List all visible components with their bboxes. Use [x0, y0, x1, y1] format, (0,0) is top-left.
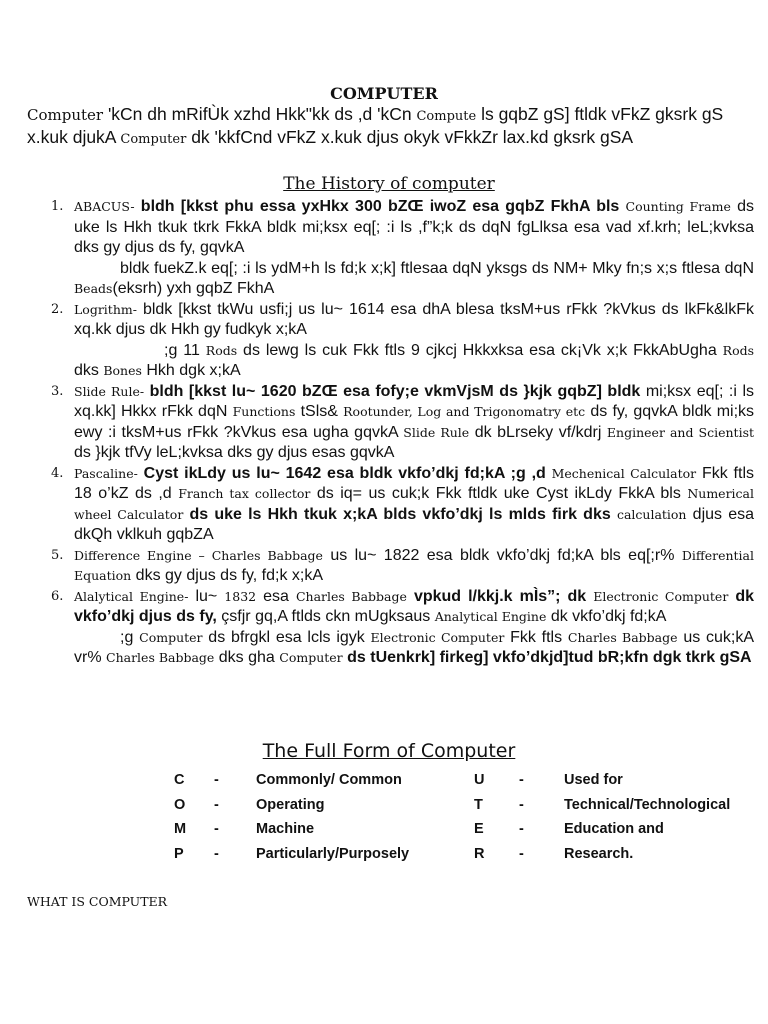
history-item-number: 3. [51, 383, 64, 399]
history-text: dks gy djus ds fy, fd;k x;kA [131, 567, 324, 584]
history-text: ds tUenkrk] firkeg] vkfo’dkjd]tud bR;kfn dgk tkrk gSA [342, 649, 752, 666]
fullform-row [0, 772, 768, 796]
what-is-computer-heading: WHAT IS COMPUTER [27, 894, 168, 909]
english-term: Computer [139, 629, 203, 645]
fullform-word: Operating [256, 796, 325, 813]
fullform-dash: - [214, 821, 219, 837]
history-list [0, 197, 768, 669]
history-item [0, 300, 768, 382]
fullform-row [0, 797, 768, 821]
fullform-letter: R [474, 845, 485, 862]
english-term: Analytical Engine [434, 609, 547, 624]
english-term: Charles Babbage [295, 588, 407, 604]
history-text: ds iq= us cuk;k Fkk ftldk uke Cyst ikLdy FkkA bls [310, 485, 688, 502]
fullform-letter: C [174, 772, 185, 788]
english-term: Charles Babbage [567, 629, 678, 645]
history-item [0, 546, 768, 587]
intro-term-computer: Computer [27, 106, 104, 124]
history-text: ds uke ls Hkh tkuk tkrk FkkA bldk mi;ksx eq[; :i ls ,f”k;k ds dqN fgLlksa esa vad xf.krh; leL;kvksa dks gy djus ds fy, gqvkA [74, 198, 755, 256]
fullform-dash: - [214, 845, 219, 862]
fullform-heading: The Full Form of Computer [262, 740, 516, 762]
history-text: Fkk ftls 18 o’kZ ds ,d [74, 464, 754, 502]
history-text: (eksrh) yxh gqbZ FkhA [112, 280, 275, 297]
history-item-paragraph [74, 300, 754, 341]
fullform-word: Particularly/Purposely [256, 845, 410, 862]
english-term: Electronic Computer [370, 629, 505, 645]
history-text: dk bLrseky vf/kdrj [469, 423, 607, 441]
english-term: Difference Engine – Charles Babbage [74, 547, 323, 563]
history-text: Fkk ftls [504, 628, 568, 646]
history-text: dk vkfo’dkj fd;kA [546, 608, 667, 625]
english-term: Slide Rule- [74, 383, 145, 399]
english-term: Franch tax collector [178, 486, 311, 501]
fullform-word: Education and [564, 821, 664, 837]
history-item-paragraph [74, 587, 754, 628]
fullform-word: Machine [256, 821, 315, 837]
history-item-number: 5. [51, 547, 64, 563]
history-item-paragraph [74, 382, 754, 464]
history-item [0, 197, 768, 300]
fullform-word: Used for [564, 772, 623, 788]
history-text: ;g 11 [164, 341, 206, 359]
history-text: ds uke ls Hkh tkuk x;kA blds vkfo’dkj ls mlds firk dks [183, 505, 617, 523]
english-term: Rootunder, Log and Trigonomatry etc [343, 404, 586, 419]
fullform-letter: P [174, 845, 184, 862]
english-term: Logrithm- [74, 301, 137, 317]
history-text: ds }kjk tfVy leL;kvksa dks gy djus esas gqvkA [74, 444, 395, 461]
english-term: Charles Babbage [106, 650, 215, 665]
english-term: Computer [279, 650, 343, 665]
history-item-paragraph [74, 546, 754, 587]
intro-text: 'kCn dh mRifÙk xzhd Hkk"kk ds ,d 'kCn [103, 104, 417, 124]
history-text: mi;ksx eq[; :i ls xq.kk] Hkkx rFkk dqN [74, 382, 755, 420]
history-text: us cuk;kA vr% [74, 628, 755, 666]
english-term: Electronic Computer [593, 588, 729, 604]
fullform-row [0, 821, 768, 845]
intro-term-computer: Computer [120, 132, 187, 147]
history-text: bldh [kkst lu~ 1620 bZŒ esa fofy;e vkmVjsM ds }kjk gqbZ] bldk [144, 382, 641, 400]
history-text: Hkh dgk x;kA [141, 362, 241, 379]
history-text: esa [256, 587, 296, 605]
fullform-dash: - [519, 821, 524, 837]
history-text: ds bfrgkl esa lcls igyk [202, 628, 371, 646]
english-term: Alalytical Engine- [74, 588, 189, 604]
english-term: Counting Frame [625, 199, 731, 214]
history-item-number: 6. [51, 588, 64, 604]
english-term: Bones [103, 363, 142, 378]
english-term: Engineer and Scientist [606, 424, 755, 440]
intro-term-compute: Compute [416, 109, 477, 124]
history-item-paragraph [74, 341, 754, 382]
history-item-paragraph [74, 464, 754, 546]
fullform-letter: T [474, 796, 483, 813]
history-item-paragraph [74, 259, 754, 300]
english-term: Rods [205, 342, 238, 358]
history-text: vpkud l/kkj.k mÌs”; dk [406, 587, 594, 605]
fullform-letter: U [474, 772, 485, 788]
history-item [0, 587, 768, 669]
history-item [0, 464, 768, 546]
fullform-letter: O [174, 796, 186, 813]
english-term: 1832 [224, 588, 257, 604]
fullform-dash: - [519, 845, 524, 862]
fullform-dash: - [214, 796, 219, 813]
fullform-row [0, 846, 768, 870]
history-text: lu~ [188, 587, 225, 605]
history-text: ;g [120, 628, 140, 646]
history-text: ds fy, gqvkA bldk mi;ks ewy :i tksM+us rFkk ?kVkus esa ugha gqvkA [74, 403, 755, 441]
history-text: dk vkfo’dkj djus ds fy, [74, 587, 755, 625]
english-term: Pascaline- [74, 465, 138, 481]
english-term: Slide Rule [403, 424, 470, 440]
intro-text: ls gqbZ gS] ftldk vFkZ gksrk gS x.kuk djukA [27, 104, 724, 147]
fullform-letter: E [474, 821, 484, 837]
fullform-word: Commonly/ Common [256, 772, 402, 788]
history-item-number: 4. [51, 465, 64, 481]
history-heading: The History of computer [283, 174, 495, 194]
english-term: Numerical wheel Calculator [74, 486, 755, 522]
history-text: dks gha [214, 649, 280, 666]
history-text: djus esa dkQh vklkuh gqbZA [74, 505, 755, 543]
history-item-paragraph [74, 197, 754, 259]
fullform-word: Research. [564, 845, 634, 862]
history-text: çsfjr gq,A ftlds ckn mUgksaus [221, 608, 435, 625]
english-term: Beads [74, 281, 113, 296]
history-text: ds lewg ls cuk Fkk ftls 9 cjkcj Hkkxksa esa ck¡Vk x;k FkkAbUgha [237, 341, 723, 359]
english-term: ABACUS- [74, 199, 135, 214]
history-text: bldk [kkst tkWu usfi;j us lu~ 1614 esa dhA blesa tksM+us rFkk ?kVkus ds lkFk&lkFk xq.kk djus dk Hkh gy fudkyk x;kA [74, 300, 754, 338]
english-term: calculation [616, 506, 687, 522]
history-item [0, 382, 768, 464]
fullform-letter: M [174, 821, 187, 837]
english-term: Differential Equation [74, 547, 755, 583]
history-text: bldh [kkst phu essa yxHkx 300 bZŒ iwoZ esa gqbZ FkhA bls [134, 198, 626, 215]
history-item-number: 1. [51, 199, 64, 214]
fullform-word: Technical/Technological [564, 796, 731, 813]
english-term: Mechenical Calculator [551, 465, 697, 481]
history-item-number: 2. [51, 301, 64, 317]
history-text: Cyst ikLdy us lu~ 1642 esa bldk vkfo’dkj fd;kA ;g ,d [137, 464, 552, 482]
fullform-dash: - [214, 772, 219, 788]
intro-paragraph [27, 104, 747, 150]
history-item-paragraph [74, 628, 754, 669]
page-title: COMPUTER [330, 84, 438, 103]
fullform-dash: - [519, 772, 524, 788]
history-text: dks [74, 362, 104, 379]
english-term: Functions [232, 404, 296, 419]
history-text: bldk fuekZ.k eq[; :i ls ydM+h ls fd;k x;k] ftlesaa dqN yksgs ds NM+ Mky fn;s x;s ftlesa dqN [120, 259, 754, 277]
history-text: us lu~ 1822 esa bldk vkfo’dkj fd;kA bls eq[;r% [322, 546, 682, 564]
fullform-dash: - [519, 796, 524, 813]
intro-text: dk 'kkfCnd vFkZ x.kuk djus okyk vFkkZr lax.kd gksrk gSA [186, 127, 634, 147]
history-text: tSls& [295, 403, 344, 420]
english-term: Rods [722, 342, 755, 358]
